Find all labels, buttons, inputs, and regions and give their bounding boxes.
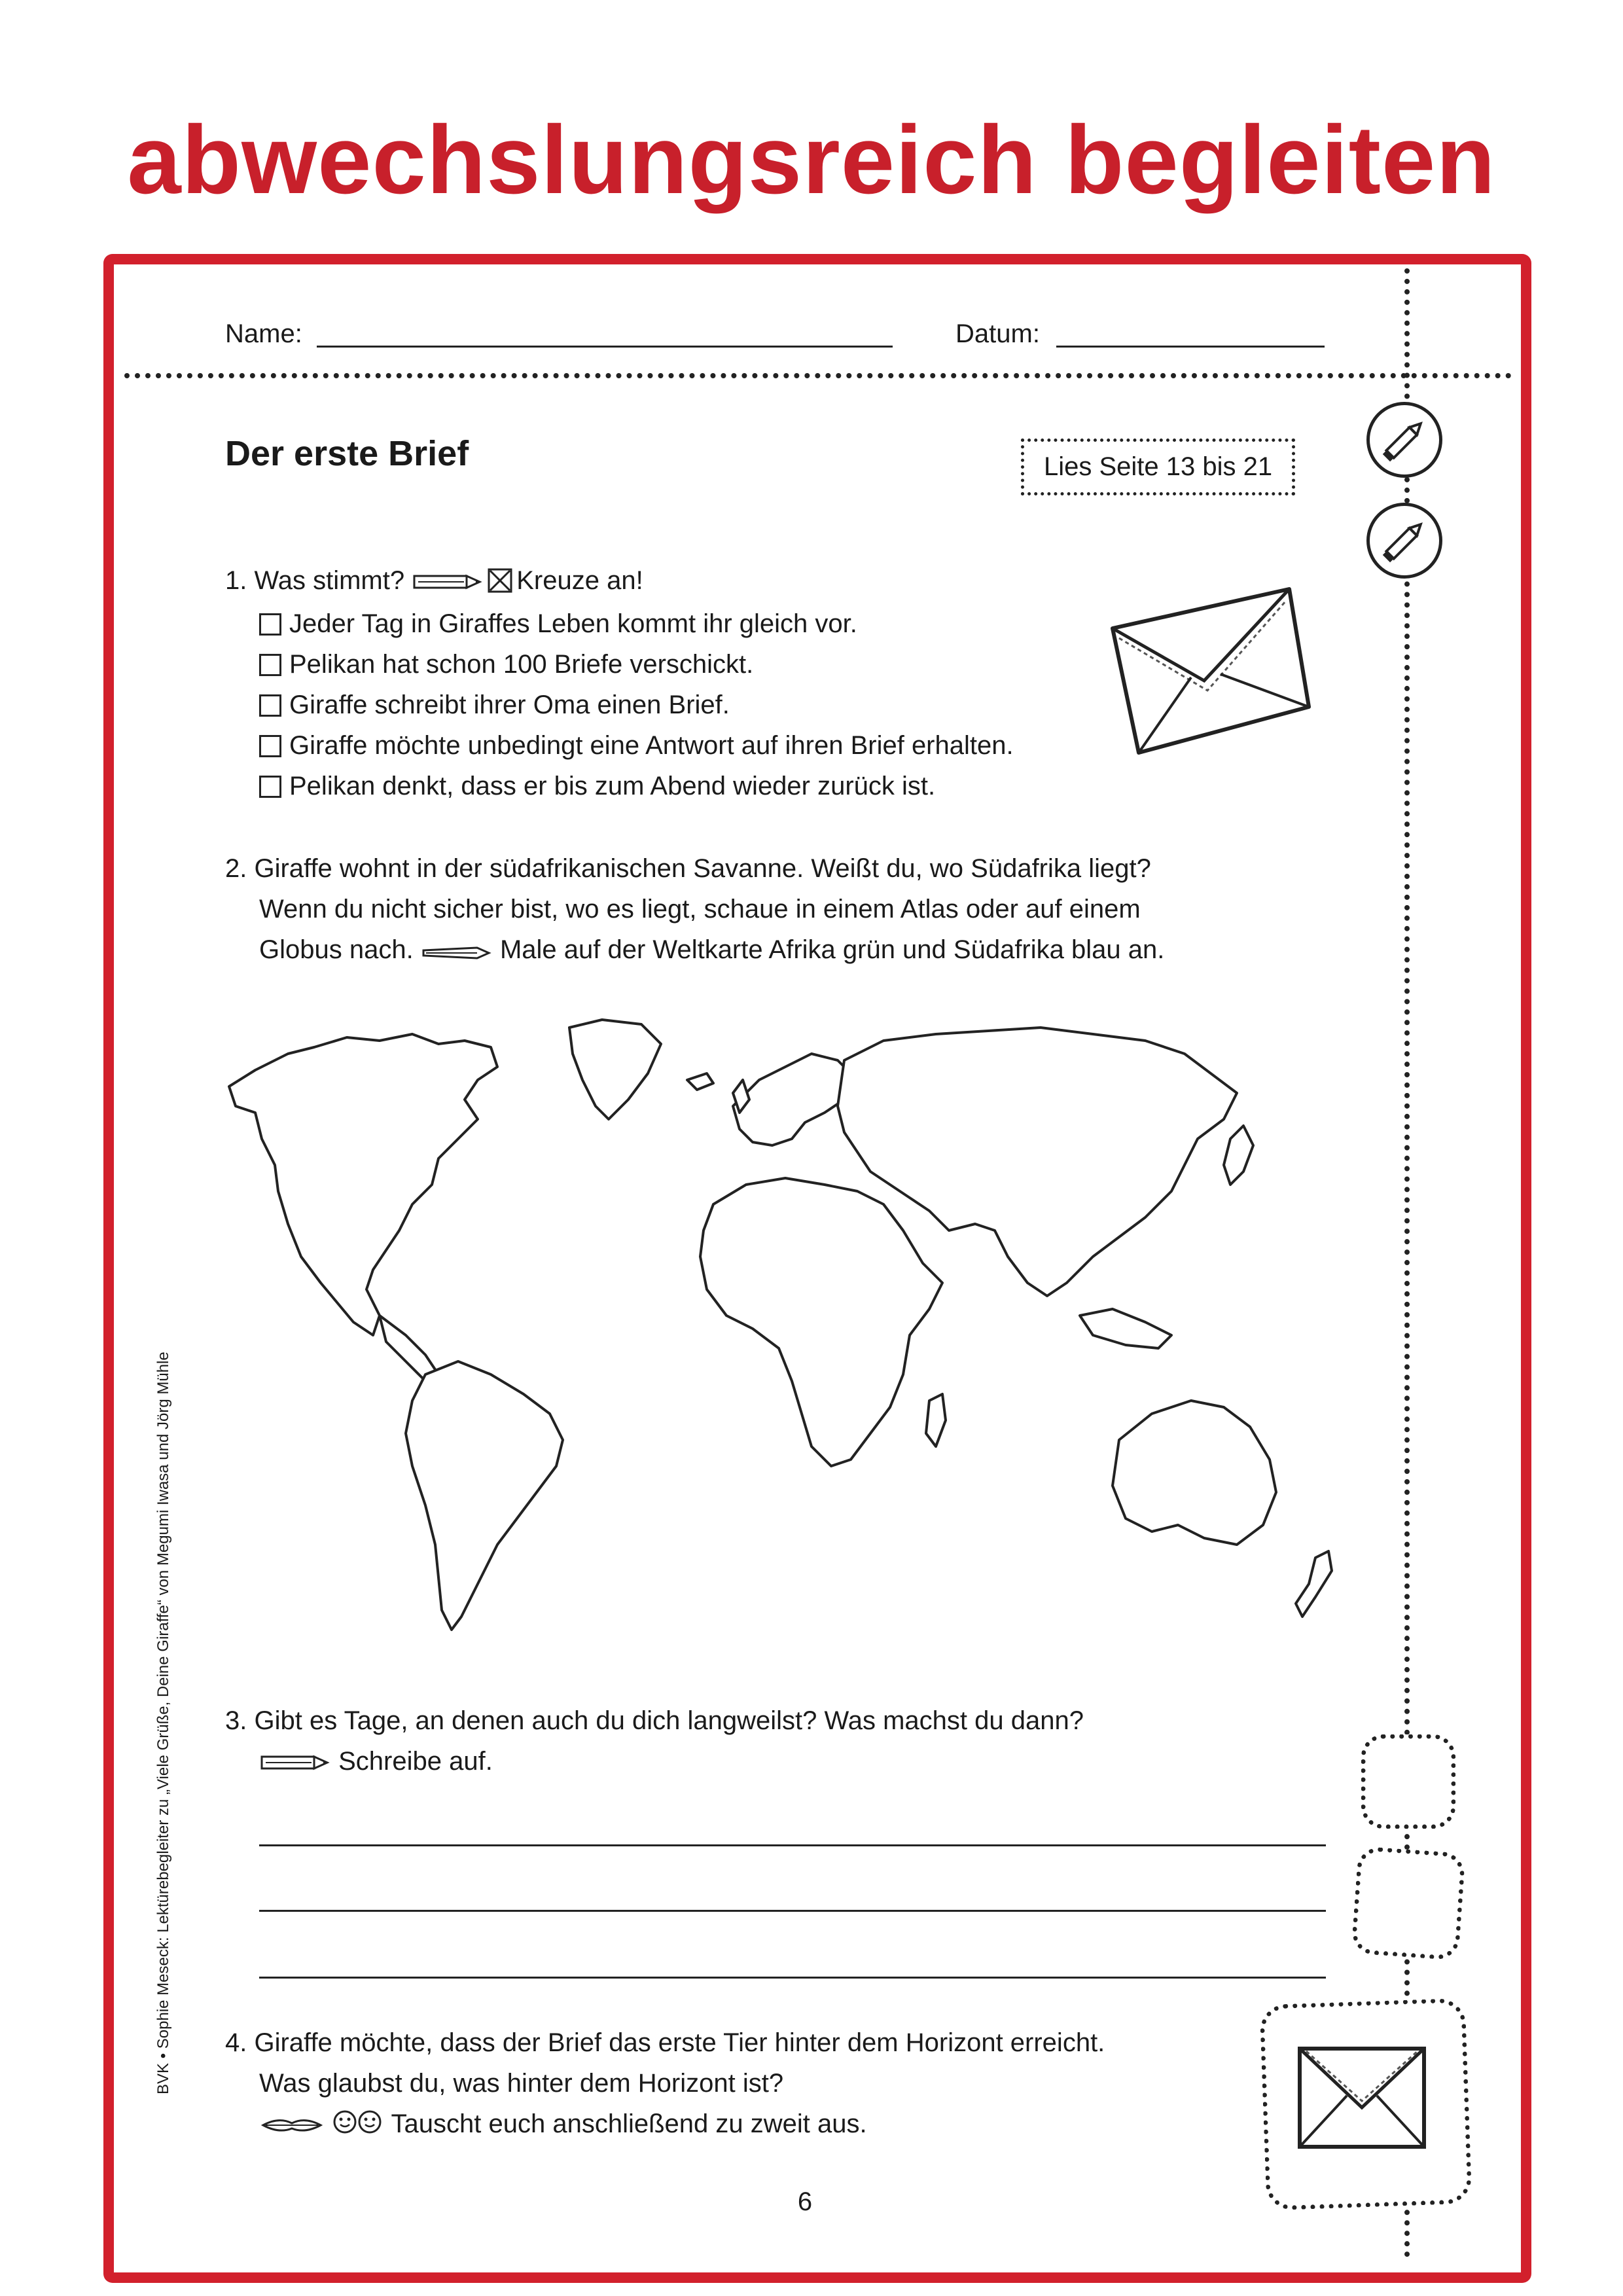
option-checkbox[interactable] — [259, 694, 281, 717]
option-checkbox[interactable] — [259, 654, 281, 676]
reading-hint-box — [1021, 439, 1295, 495]
map-south-america — [406, 1361, 563, 1630]
map-iceland — [687, 1073, 713, 1090]
option-row[interactable] — [225, 766, 1141, 806]
pencil-circle-icon — [1366, 503, 1442, 579]
task-2-number: 2. — [225, 854, 247, 883]
pencil-circle-icon — [1366, 402, 1442, 478]
name-field[interactable] — [317, 346, 893, 348]
map-southeast-asia — [1080, 1309, 1171, 1348]
task-2-line-2: Wenn du nicht sicher bist, wo es liegt, schaue in einem Atlas oder auf einem — [259, 895, 1141, 924]
map-australia — [1113, 1401, 1276, 1545]
writing-line[interactable] — [259, 1844, 1326, 1846]
option-checkbox[interactable] — [259, 735, 281, 757]
credit-line: BVK • Sophie Meseck: Lektürebegleiter zu „Viele Grüße, Deine Giraffe“ von Megumi Iwasa und Jörg Mühle — [154, 1352, 172, 2094]
option-row[interactable] — [225, 725, 1141, 766]
dotted-frame-decoration — [1361, 1734, 1455, 1829]
option-text: Giraffe möchte unbedingt eine Antwort auf ihren Brief erhalten. — [289, 731, 1014, 760]
task-2 — [225, 848, 1338, 973]
task-2-line-1: Giraffe wohnt in der südafrikanischen Savanne. Weißt du, wo Südafrika liegt? — [254, 854, 1151, 883]
pencil-icon — [259, 1744, 331, 1784]
dotted-frame-decoration — [1351, 1846, 1465, 1960]
map-new-zealand — [1296, 1551, 1332, 1617]
task-1 — [225, 560, 1141, 806]
envelope-icon — [1294, 2042, 1432, 2163]
task-4-number: 4. — [225, 2028, 247, 2057]
task-4-line-1: Giraffe möchte, dass der Brief das erste Tier hinter dem Horizont erreicht. — [254, 2028, 1105, 2057]
reading-hint: Lies Seite 13 bis 21 — [1044, 452, 1273, 481]
map-madagascar — [926, 1394, 946, 1446]
option-row[interactable] — [225, 644, 1141, 685]
dotted-divider — [124, 373, 1512, 378]
writing-line[interactable] — [259, 1977, 1326, 1979]
map-central-america — [380, 1316, 438, 1381]
lips-icon — [259, 2106, 325, 2147]
option-row[interactable] — [225, 685, 1141, 725]
task-1-question: Was stimmt? — [254, 566, 405, 595]
two-faces-icon — [332, 2106, 384, 2147]
task-3-line-1: Gibt es Tage, an denen auch du dich langweilst? Was machst du dann? — [254, 1706, 1084, 1735]
task-1-number: 1. — [225, 566, 247, 595]
world-map[interactable] — [216, 1008, 1342, 1653]
task-3-instruction: Schreibe auf. — [338, 1747, 493, 1776]
colored-pencil-icon — [421, 932, 493, 973]
envelope-illustration — [1099, 583, 1315, 769]
option-text: Jeder Tag in Giraffes Leben kommt ihr gleich vor. — [289, 609, 857, 638]
task-4-instruction: Tauscht euch anschließend zu zweit aus. — [391, 2109, 867, 2138]
map-japan — [1224, 1126, 1253, 1185]
option-text: Pelikan hat schon 100 Briefe verschickt. — [289, 650, 754, 679]
option-checkbox[interactable] — [259, 613, 281, 636]
option-checkbox[interactable] — [259, 776, 281, 798]
option-text: Pelikan denkt, dass er bis zum Abend wieder zurück ist. — [289, 772, 936, 800]
date-field[interactable] — [1056, 346, 1325, 348]
map-north-america — [229, 1034, 497, 1335]
map-africa — [700, 1178, 942, 1466]
task-1-instruction: Kreuze an! — [516, 566, 643, 595]
task-4-line-2: Was glaubst du, was hinter dem Horizont ist? — [259, 2069, 784, 2098]
task-2-line-3b: Male auf der Weltkarte Afrika grün und Südafrika blau an. — [499, 935, 1165, 964]
task-2-line-3a: Globus nach. — [259, 935, 414, 964]
date-label: Datum: — [955, 319, 1040, 348]
map-greenland — [569, 1020, 661, 1119]
crossed-checkbox-icon — [488, 564, 512, 589]
pencil-icon — [412, 563, 484, 603]
worksheet-title: Der erste Brief — [225, 434, 469, 473]
task-3-number: 3. — [225, 1706, 247, 1735]
writing-line[interactable] — [259, 1910, 1326, 1912]
task-4 — [225, 2022, 1259, 2147]
option-text: Giraffe schreibt ihrer Oma einen Brief. — [289, 691, 730, 719]
name-label: Name: — [225, 319, 302, 348]
page-number: 6 — [797, 2187, 813, 2216]
headline: abwechslungsreich begleiten — [127, 106, 1496, 214]
task-3 — [225, 1700, 1338, 1784]
option-row[interactable] — [225, 603, 1141, 644]
